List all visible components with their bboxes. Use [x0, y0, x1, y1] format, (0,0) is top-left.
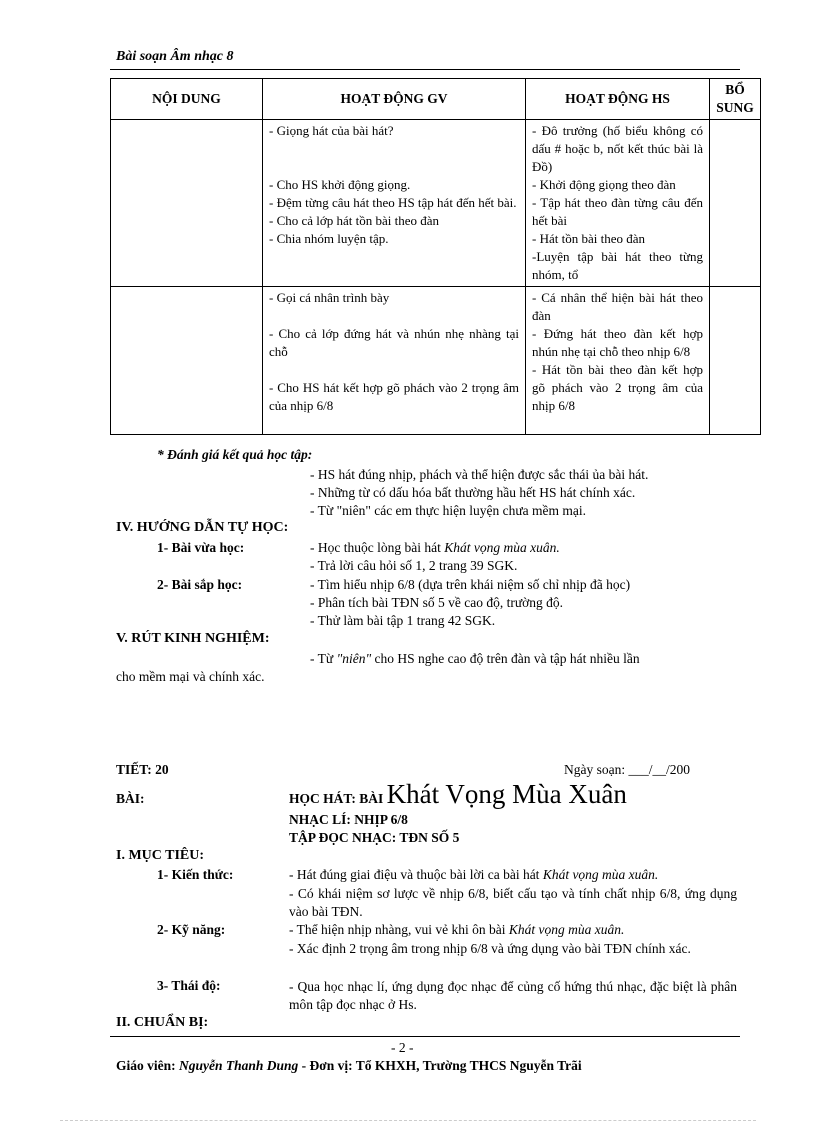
period-label: TIẾT: 20 [116, 762, 169, 777]
teacher-activity-cell [263, 287, 526, 435]
list-item: - Hát tồn bài theo đàn kết hợp gõ phách vào 2 trọng âm của nhịp 6/8 [532, 362, 703, 413]
content-cell [111, 287, 263, 435]
skill-label: 2- Kỹ năng: [157, 922, 226, 937]
song-heading: HỌC HÁT: BÀI Khát Vọng Mùa Xuân [289, 779, 627, 809]
learned-item: - Học thuộc lòng bài hát Khát vọng mùa xuân. [310, 540, 560, 555]
list-item: - Giọng hát của bài hát? [269, 123, 394, 138]
date-label: Ngày soạn: ___/__/200 [564, 762, 690, 777]
knowledge-label: 1- Kiến thức: [157, 867, 234, 882]
teacher-activity-cell [263, 120, 526, 287]
song-title: Khát Vọng Mùa Xuân [386, 779, 627, 809]
skill-item: - Thể hiện nhịp nhàng, vui vẻ khi ôn bài Khát vọng mùa xuân. [289, 922, 625, 937]
list-item: - Cá nhân thể hiện bài hát theo đàn [532, 290, 703, 323]
col-header-content: NỘI DUNG [111, 79, 263, 120]
next-item: - Thử làm bài tập 1 trang 42 SGK. [310, 613, 496, 628]
next-item: - Phân tích bài TĐN số 5 về cao độ, trường độ. [310, 595, 564, 610]
list-item: - Đô trưởng (hố biểu không có dấu # hoặc b, nốt kết thúc bài là Đồ) [532, 123, 703, 174]
experience-line: - Từ "niên" cho HS nghe cao độ trên đàn và tập hát nhiều lần [310, 651, 640, 666]
learned-label: 1- Bài vừa học: [157, 540, 245, 555]
student-activity-cell [526, 120, 710, 287]
student-activity-cell [526, 287, 710, 435]
objectives-heading: I. MỤC TIÊU: [116, 848, 205, 863]
list-item: - Đệm từng câu hát theo HS tập hát đến hết bài. [269, 195, 517, 210]
supplement-cell [710, 287, 761, 435]
page-edge-divider [60, 1120, 756, 1121]
evaluation-item: - Những từ có dấu hóa bất thường hầu hết HS hát chính xác. [310, 485, 636, 500]
document-header-title: Bài soạn Âm nhạc 8 [116, 49, 234, 64]
knowledge-item: - Hát đúng giai điệu và thuộc bài lời ca bài hát Khát vọng mùa xuân. [289, 867, 659, 882]
evaluation-heading: * Đánh giá kết quả học tập: [157, 447, 313, 462]
list-item: - Cho cả lớp hát tồn bài theo đàn [269, 213, 440, 228]
footer-teacher-info: Giáo viên: Nguyễn Thanh Dung - Đơn vị: Tổ KHXH, Trường THCS Nguyễn Trãi [116, 1058, 582, 1073]
song-title-inline: Khát vọng mùa xuân. [444, 540, 560, 555]
prep-heading: II. CHUẨN BỊ: [116, 1015, 209, 1030]
experience-line: cho mềm mại và chính xác. [116, 669, 265, 684]
supplement-cell [710, 120, 761, 287]
col-header-teacher: HOẠT ĐỘNG GV [263, 79, 526, 120]
list-item: - Cho HS hát kết hợp gõ phách vào 2 trọng âm của nhịp 6/8 [269, 380, 519, 413]
attitude-item: - Qua học nhạc lí, ứng dụng đọc nhạc để củng cố hứng thú nhạc, đặc biệt là phân môn tập đọc nhạc ở Hs. [289, 979, 737, 1012]
table-row [111, 287, 761, 435]
next-label: 2- Bài sắp học: [157, 577, 243, 592]
next-item: - Tìm hiểu nhịp 6/8 (dựa trên khái niệm số chỉ nhịp đã học) [310, 577, 631, 592]
attitude-label: 3- Thái độ: [157, 978, 221, 993]
list-item: - Cho HS khởi động giọng. [269, 177, 411, 192]
evaluation-item: - Từ "niên" các em thực hiện luyện chưa mềm mại. [310, 503, 587, 518]
reading-heading: TẬP ĐỌC NHẠC: TĐN SỐ 5 [289, 830, 460, 845]
lesson-activity-table [110, 78, 761, 435]
page-number: - 2 - [391, 1040, 414, 1055]
content-cell [111, 120, 263, 287]
list-item: - Cho cả lớp đứng hát và nhún nhẹ nhàng tại chỗ [269, 326, 519, 359]
list-item: - Đứng hát theo đàn kết hợp nhún nhẹ tại chỗ theo nhịp 6/8 [532, 326, 703, 359]
theory-heading: NHẠC LÍ: NHỊP 6/8 [289, 812, 408, 827]
col-header-supplement: BỔ SUNG [710, 79, 761, 120]
bai-label: BÀI: [116, 791, 145, 806]
list-item: - Khởi động giọng theo đàn [532, 177, 676, 192]
list-item: - Tập hát theo đàn từng câu đến hết bài [532, 195, 703, 228]
footer-rule [110, 1036, 740, 1037]
knowledge-item: - Có khái niệm sơ lược về nhịp 6/8, biết cấu tạo và tính chất nhịp 6/8, ứng dụng vào bài TĐN. [289, 886, 737, 919]
col-header-student: HOẠT ĐỘNG HS [526, 79, 710, 120]
table-header-row [111, 79, 761, 120]
evaluation-item: - HS hát đúng nhịp, phách và thể hiện được sắc thái ủa bài hát. [310, 467, 649, 482]
list-item: - Hát tồn bài theo đàn [532, 231, 645, 246]
list-item: - Chia nhóm luyện tập. [269, 231, 389, 246]
learned-item: - Trả lời câu hỏi số 1, 2 trang 39 SGK. [310, 558, 518, 573]
teacher-name: Nguyễn Thanh Dung [179, 1058, 299, 1073]
experience-heading: V. RÚT KINH NGHIỆM: [116, 631, 270, 646]
header-rule [110, 69, 740, 70]
guide-heading: IV. HƯỚNG DẪN TỰ HỌC: [116, 520, 289, 535]
list-item: - Gọi cá nhân trình bày [269, 290, 390, 305]
list-item: -Luyện tập bài hát theo từng nhóm, tổ [532, 249, 703, 282]
skill-item: - Xác định 2 trọng âm trong nhịp 6/8 và ứng dụng vào bài TĐN chính xác. [289, 941, 691, 956]
table-row [111, 120, 761, 287]
